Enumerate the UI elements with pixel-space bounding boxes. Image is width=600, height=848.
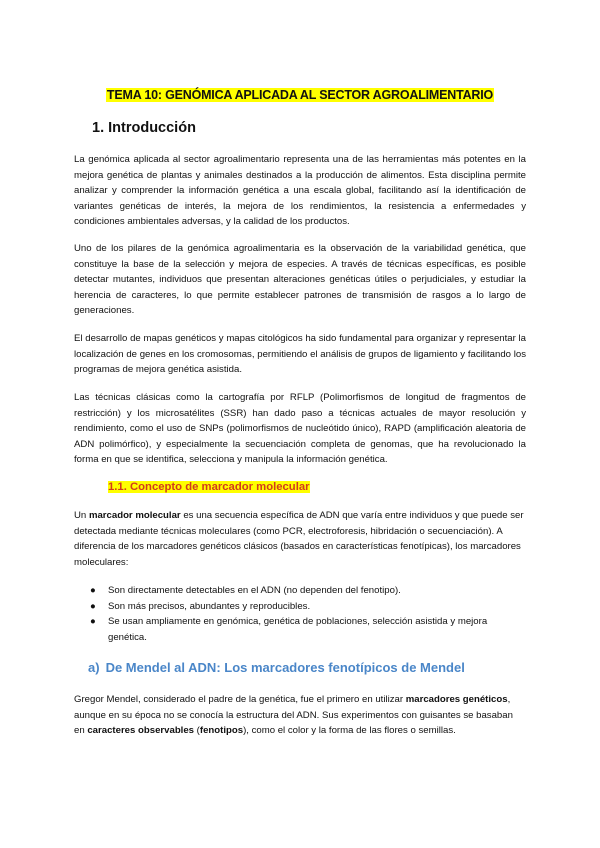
document-title: TEMA 10: GENÓMICA APLICADA AL SECTOR AGROALIMENTARIO (106, 88, 494, 102)
subsection-letter: a) (88, 660, 100, 675)
paragraph-3: El desarrollo de mapas genéticos y mapas citológicos ha sido fundamental para organizar y representar la localización de genes en los cromosomas, permitiendo el análisis de grupos de ligamiento y facilitando los programas de mejora genética asistida. (74, 333, 526, 375)
list-item: ● Son más precisos, abundantes y reproducibles. (90, 599, 510, 615)
list-item: ● Son directamente detectables en el ADN (no dependen del fenotipo). (90, 583, 510, 599)
section-heading-introduccion (92, 120, 196, 136)
bullet-icon: ● (90, 616, 96, 627)
list-item: ● Se usan ampliamente en genómica, genética de poblaciones, selección asistida y mejora genética. (90, 616, 488, 643)
subsection-number: 1.1. (108, 481, 127, 493)
term-marcador-molecular: marcador molecular (88, 510, 181, 521)
paragraph-2: Uno de los pilares de la genómica agroalimentaria es la observación de la variabilidad genética, que constituye la base de la selección y mejora de especies. A través de técnicas específicas, es posible detectar mutantes, individuos que presentan alteraciones genéticas útiles o perjudiciales, y estudiar la herencia de caracteres, lo que permite establecer patrones de transmisión de rasgos a lo largo de generaciones. (74, 243, 526, 316)
paragraph-4: Las técnicas clásicas como la cartografía por RFLP (Polimorfismos de longitud de fragmentos de restricción) y los microsatélites (SSR) han dado paso a técnicas actuales de mayor resolución y rendimiento, como el uso de SNPs (polimorfismos de nucleótido único), RAPD (amplificación aleatoria de ADN polimórfico), y especialmente la secuenciación completa de genomas, que ha revolucionado la forma en que se identifica, selecciona y manipula la información genética. (74, 392, 526, 465)
term-marcadores-geneticos: marcadores genéticos (405, 694, 508, 705)
bullet-icon: ● (90, 585, 96, 596)
paragraph-6: Gregor Mendel, considerado el padre de la genética, fue el primero en utilizar marcadores genéticos, aunque en su época no se conocía la estructura del ADN. Sus experimentos con guisantes se basaban en caracteres observables (fenotipos), como el color y la forma de las flores o semillas. (74, 694, 513, 736)
subsection-title: Concepto de marcador molecular (129, 481, 310, 493)
section-title: Introducción (108, 120, 196, 136)
section-number: 1. (92, 120, 105, 136)
subsection-heading-mendel (88, 660, 465, 675)
bullet-list (90, 583, 510, 645)
paragraph-1: La genómica aplicada al sector agroalimentario representa una de las herramientas más potentes en la mejora genética de plantas y animales destinados a la producción de alimentos. Esta disciplina permite analizar y comprender la información genética a una escala global, facilitando así la identificación de variantes genéticas de interés, la mejora de los rendimientos, la resistencia a enfermedades y condiciones ambientales adversas, y la calidad de los productos. (74, 154, 526, 227)
subsection-heading-marcador-molecular (108, 481, 310, 493)
bullet-icon: ● (90, 600, 96, 612)
term-caracteres-observables: caracteres observables (87, 725, 195, 736)
term-fenotipos: fenotipos (199, 725, 244, 736)
paragraph-5: Un marcador molecular es una secuencia específica de ADN que varía entre individuos y que puede ser detectada mediante técnicas moleculares (como PCR, electroforesis, hibridación o secuenciación). A diferencia de los marcadores genéticos clásicos (basados en características fenotípicas), los marcadores moleculares: (74, 510, 524, 568)
subsection-title-mendel: De Mendel al ADN: Los marcadores fenotípicos de Mendel (105, 660, 465, 675)
